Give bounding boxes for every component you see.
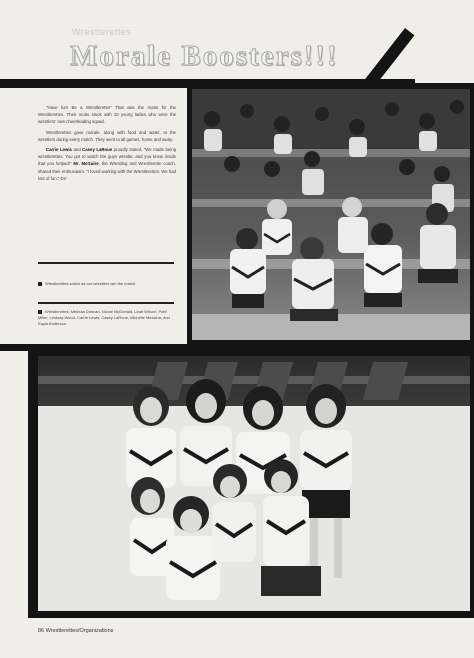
section-kicker: Wrestlerettes	[72, 27, 132, 37]
photo-caption-2	[38, 309, 176, 327]
story-paragraph-1: "Have fun! Be a Wrestlerette!" That was the motto for the Wrestlerettes. Their motto stuck with 10 young ladies who were the wrestlers' own cheerleading squad.	[38, 105, 176, 125]
photo-caption-1	[38, 281, 176, 287]
crowd-photo-illustration	[192, 89, 470, 340]
caption-2-text: Wrestlerettes: Melinda Duncan, Nicole McDonald, Leah Wilson, Patti Miller, Lindsay Wood, Carrie Lewis, Casey LaRoue, Michelle Messina, and Kayla Anderson.	[38, 309, 170, 326]
group-photo-illustration	[38, 356, 470, 611]
page-headline: Morale Boosters!!!	[70, 40, 339, 72]
caption-1-text: Wrestlerettes watch as our wrestlers win the match.	[45, 281, 137, 286]
caption-rule-bottom	[38, 302, 174, 304]
story-column	[38, 104, 176, 185]
square-bullet-icon	[38, 282, 42, 286]
page-footer: 86 Wrestlerettes/Organizations	[38, 628, 114, 634]
name-carrie: Carrie Lewis	[46, 147, 72, 153]
name-casey: Casey LaRoue	[82, 147, 113, 153]
story-paragraph-3	[38, 146, 176, 182]
story-p3-suffix: , the Wrestling and Wrestlerette coach, shared their enthusiasm. "I loved working with the Wrestlerettes. We had lots of fun." DV	[38, 161, 176, 181]
group-photo	[38, 356, 470, 611]
name-coach: Mr. McGuire	[73, 161, 99, 167]
caption-rule-top	[38, 262, 174, 264]
square-bullet-icon	[38, 310, 42, 314]
story-p3-middle: proudly stated, "We made being wrestlerettes. You got to watch the guys wrestle, and you knew inside that you helped!"	[38, 147, 176, 167]
crowd-photo	[192, 89, 470, 340]
story-paragraph-2: Wrestlerettes gave morale, along with food and water, to the wrestlers during every match. They went to all games, home and away.	[38, 129, 176, 142]
story-p3-prefix: and	[71, 147, 83, 153]
